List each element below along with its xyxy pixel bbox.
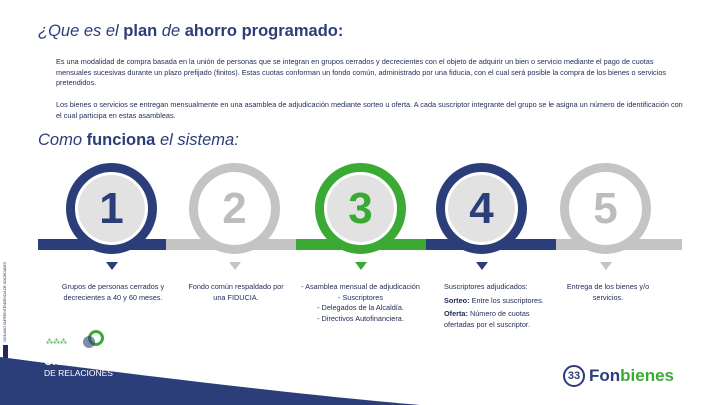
step-3-circle: [315, 163, 406, 254]
step-4-number: 4: [448, 175, 515, 242]
fonbienes-logo: [563, 365, 674, 387]
title-de: de: [157, 22, 185, 40]
fonbienes-bienes: bienes: [620, 366, 675, 385]
step-4-arrow: [476, 262, 488, 270]
step-5-circle: [560, 163, 651, 254]
title-bold: ahorro programado: [184, 22, 338, 40]
step-3-line-4: - Directivos Autofinanciera.: [317, 313, 404, 323]
delivery-paragraph: Los bienes o servicios se entregan mensualmente en una asamblea de adjudicación mediante sorteo u oferta. A cada suscriptor integrante del grupo se le asigna un número de identificación con el cual participa en estas asambleas.: [56, 100, 683, 120]
un-mundo-line2: DE RELACIONES: [44, 368, 113, 378]
step-4-sorteo: [444, 296, 554, 307]
step-1-circle: [66, 163, 157, 254]
step-5-arrow: [600, 262, 612, 270]
fonbienes-badge: 33: [563, 365, 585, 387]
subtitle-bold: funciona: [86, 131, 156, 149]
step-4-sorteo-label: Sorteo:: [444, 295, 470, 305]
step-4-sorteo-text: Entre los suscriptores.: [469, 295, 544, 305]
section-subtitle: [38, 131, 239, 150]
un-mundo-line1: UN MUNDO: [44, 354, 108, 368]
title-plan: plan: [123, 22, 158, 40]
un-mundo-logo: [44, 328, 124, 357]
step-1-number: 1: [78, 175, 145, 242]
step-3-line-2: - Suscriptores: [337, 292, 383, 302]
step-3-number: 3: [327, 175, 394, 242]
step-4-oferta-text: Número de cuotas ofertadas por el suscriptor.: [444, 309, 530, 329]
step-2-text: Fondo común respaldado por una FIDUCIA.: [188, 282, 284, 302]
step-1-text: Grupos de personas cerrados y decrecientes a 40 y 60 meses.: [61, 282, 165, 302]
title-q-open: ¿Que es el: [38, 22, 124, 40]
fonbienes-text: [589, 366, 674, 386]
subtitle-post: el sistema:: [155, 131, 239, 149]
svg-text:⁂⁂⁂: ⁂⁂⁂: [46, 338, 67, 346]
step-4-oferta-label: Oferta:: [444, 309, 468, 318]
step-4-circle: [436, 163, 527, 254]
step-3-line-1: - Asamblea mensual de adjudicación: [301, 282, 420, 291]
step-2-arrow: [229, 262, 241, 270]
subtitle-pre: Como: [38, 131, 87, 149]
legal-vertical-text: VIGILADO SUPERINTENDENCIA DE SOCIEDADES: [3, 262, 7, 343]
step-5-text: Entrega de los bienes y/o servicios.: [566, 282, 650, 302]
step-2-circle: [189, 163, 280, 254]
step-5-number: 5: [572, 175, 639, 242]
step-3-line-3: - Delegados de la Alcaldía.: [317, 303, 404, 312]
title-q-close: :: [337, 22, 344, 40]
step-2-number: 2: [201, 175, 268, 242]
step-1-arrow: [106, 262, 118, 270]
step-4-oferta: [444, 309, 554, 330]
fonbienes-fon: Fon: [589, 366, 621, 385]
people-chain-icon: [44, 328, 124, 352]
step-3-arrow: [355, 262, 367, 270]
step-3-text: [298, 282, 423, 324]
intro-paragraph: Es una modalidad de compra basada en la unión de personas que se integran en grupos cerrados y decrecientes con el objeto de adquirir un bien o servicio mediante el pago de cuotas mensuales sucesivas durante un plazo prefijado (finitos). Estas cuotas conforman un fondo común, administrado por una fiducia, con el cual será posible la compra de los bienes o servicios pretendidos.: [56, 57, 667, 87]
step-4-text: [444, 282, 554, 330]
page-title: [38, 22, 343, 41]
steps-diagram: [38, 160, 682, 360]
step-4-heading: Suscriptores adjudicados:: [444, 282, 528, 291]
